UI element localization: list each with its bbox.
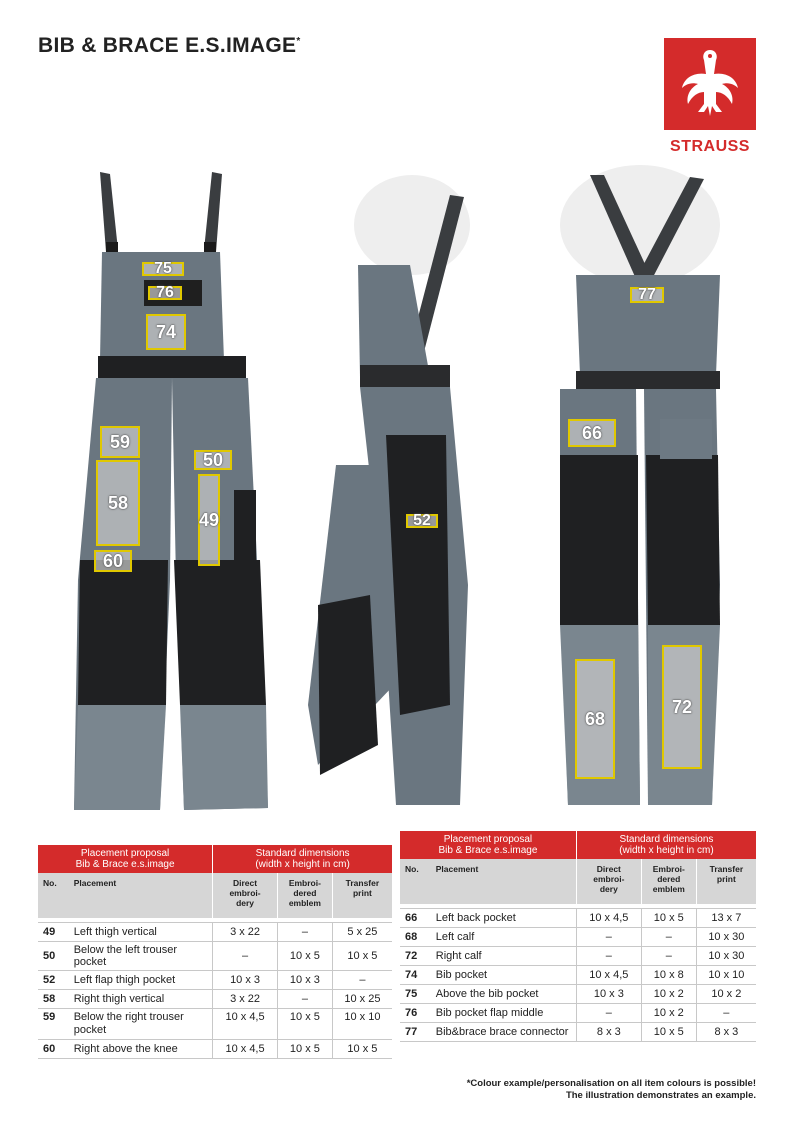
row-emblem: 10 x 5 (277, 1040, 332, 1059)
col-transfer-print: Transfer print (332, 873, 392, 918)
bib-brace-side-view (300, 165, 490, 820)
placement-marker-75: 75 (142, 262, 184, 276)
placement-table-left (38, 845, 392, 1059)
overall-side-illustration (300, 165, 490, 820)
row-direct: – (576, 928, 641, 947)
standard-dimensions-header: Standard dimensions (width x height in cm) (576, 831, 756, 859)
row-placement: Right calf (431, 947, 577, 966)
row-direct: 10 x 4,5 (576, 909, 641, 928)
col-embroidered-emblem: Embroi- dered emblem (641, 859, 696, 904)
row-placement: Bib pocket flap middle (431, 1004, 577, 1023)
placement-marker-50: 50 (194, 450, 232, 470)
row-emblem: 10 x 3 (277, 971, 332, 990)
row-no: 52 (38, 971, 69, 990)
placement-marker-72: 72 (662, 645, 702, 769)
row-placement: Below the left trouser pocket (69, 942, 213, 971)
bib-brace-back-view (540, 165, 740, 820)
page-title: BIB & BRACE E.S.IMAGE* (38, 34, 301, 57)
placement-proposal-header: Placement proposal Bib & Brace e.s.image (38, 845, 213, 873)
table-header-row (400, 831, 756, 859)
row-transfer: 5 x 25 (332, 923, 392, 942)
placement-marker-76: 76 (148, 286, 182, 300)
table-row (400, 909, 756, 928)
row-transfer: 10 x 30 (696, 947, 756, 966)
footnote (467, 1078, 756, 1102)
bib-brace-front-view (62, 160, 284, 820)
row-no: 74 (400, 966, 431, 985)
row-direct: 3 x 22 (213, 990, 278, 1009)
row-placement: Below the right trouser pocket (69, 1009, 213, 1040)
column-header-row (38, 873, 392, 918)
row-emblem: 10 x 5 (277, 942, 332, 971)
row-direct: – (576, 1004, 641, 1023)
row-transfer: – (696, 1004, 756, 1023)
row-no: 77 (400, 1023, 431, 1042)
placement-marker-49: 49 (198, 474, 220, 566)
row-direct: – (213, 942, 278, 971)
row-direct: 10 x 4,5 (576, 966, 641, 985)
table-row (400, 966, 756, 985)
strauss-logo (664, 38, 756, 156)
row-transfer: 10 x 2 (696, 985, 756, 1004)
placement-marker-66: 66 (568, 419, 616, 447)
col-placement: Placement (431, 859, 577, 904)
table-row (400, 928, 756, 947)
row-placement: Right thigh vertical (69, 990, 213, 1009)
row-emblem: – (277, 923, 332, 942)
row-transfer: 10 x 10 (332, 1009, 392, 1040)
row-no: 75 (400, 985, 431, 1004)
row-emblem: 10 x 8 (641, 966, 696, 985)
row-no: 50 (38, 942, 69, 971)
row-transfer: 10 x 10 (696, 966, 756, 985)
row-transfer: 8 x 3 (696, 1023, 756, 1042)
row-direct: 8 x 3 (576, 1023, 641, 1042)
table-row (400, 1004, 756, 1023)
footnote-line-1: *Colour example/personalisation on all item colours is possible! (466, 1078, 756, 1089)
row-emblem: – (641, 947, 696, 966)
row-placement: Bib&brace brace connector (431, 1023, 577, 1042)
row-direct: 3 x 22 (213, 923, 278, 942)
table-row (38, 923, 392, 942)
row-placement: Bib pocket (431, 966, 577, 985)
table-row (400, 1023, 756, 1042)
col-direct-embroidery: Direct embroi- dery (213, 873, 278, 918)
table-row (400, 947, 756, 966)
placement-marker-52: 52 (406, 514, 438, 528)
placement-marker-68: 68 (575, 659, 615, 779)
row-emblem: 10 x 5 (641, 1023, 696, 1042)
table-row (400, 985, 756, 1004)
col-no: No. (38, 873, 69, 918)
row-placement: Left back pocket (431, 909, 577, 928)
placement-marker-74: 74 (146, 314, 186, 350)
row-emblem: 10 x 5 (277, 1009, 332, 1040)
row-no: 58 (38, 990, 69, 1009)
table-header-row (38, 845, 392, 873)
overall-back-illustration (540, 165, 740, 820)
row-placement: Left flap thigh pocket (69, 971, 213, 990)
col-direct-embroidery: Direct embroi- dery (576, 859, 641, 904)
table-row (38, 1040, 392, 1059)
standard-dimensions-header: Standard dimensions (width x height in cm) (213, 845, 392, 873)
col-no: No. (400, 859, 431, 904)
row-placement: Above the bib pocket (431, 985, 577, 1004)
row-emblem: 10 x 5 (641, 909, 696, 928)
row-placement: Right above the knee (69, 1040, 213, 1059)
footnote-line-2: The illustration demonstrates an example. (565, 1090, 756, 1101)
table-row (38, 942, 392, 971)
col-transfer-print: Transfer print (696, 859, 756, 904)
stork-emblem-icon (664, 38, 756, 130)
placement-marker-58: 58 (96, 460, 140, 546)
row-transfer: 10 x 30 (696, 928, 756, 947)
row-transfer: 10 x 5 (332, 942, 392, 971)
row-emblem: – (277, 990, 332, 1009)
table-row (38, 990, 392, 1009)
placement-table-right (400, 831, 756, 1042)
placement-marker-77: 77 (630, 287, 664, 303)
placement-marker-59: 59 (100, 426, 140, 458)
row-transfer: 10 x 5 (332, 1040, 392, 1059)
row-no: 68 (400, 928, 431, 947)
row-direct: 10 x 3 (213, 971, 278, 990)
row-placement: Left calf (431, 928, 577, 947)
row-no: 59 (38, 1009, 69, 1040)
row-direct: 10 x 4,5 (213, 1009, 278, 1040)
row-transfer: 13 x 7 (696, 909, 756, 928)
table-row (38, 1009, 392, 1040)
column-header-row (400, 859, 756, 904)
row-direct: – (576, 947, 641, 966)
row-transfer: – (332, 971, 392, 990)
placement-proposal-header: Placement proposal Bib & Brace e.s.image (400, 831, 576, 859)
table-row (38, 971, 392, 990)
col-placement: Placement (69, 873, 213, 918)
col-embroidered-emblem: Embroi- dered emblem (277, 873, 332, 918)
row-direct: 10 x 3 (576, 985, 641, 1004)
row-no: 76 (400, 1004, 431, 1023)
row-no: 66 (400, 909, 431, 928)
row-no: 72 (400, 947, 431, 966)
placement-marker-60: 60 (94, 550, 132, 572)
row-direct: 10 x 4,5 (213, 1040, 278, 1059)
row-no: 60 (38, 1040, 69, 1059)
row-emblem: – (641, 928, 696, 947)
brand-name: STRAUSS (670, 138, 750, 155)
row-transfer: 10 x 25 (332, 990, 392, 1009)
row-placement: Left thigh vertical (69, 923, 213, 942)
row-emblem: 10 x 2 (641, 985, 696, 1004)
row-no: 49 (38, 923, 69, 942)
row-emblem: 10 x 2 (641, 1004, 696, 1023)
